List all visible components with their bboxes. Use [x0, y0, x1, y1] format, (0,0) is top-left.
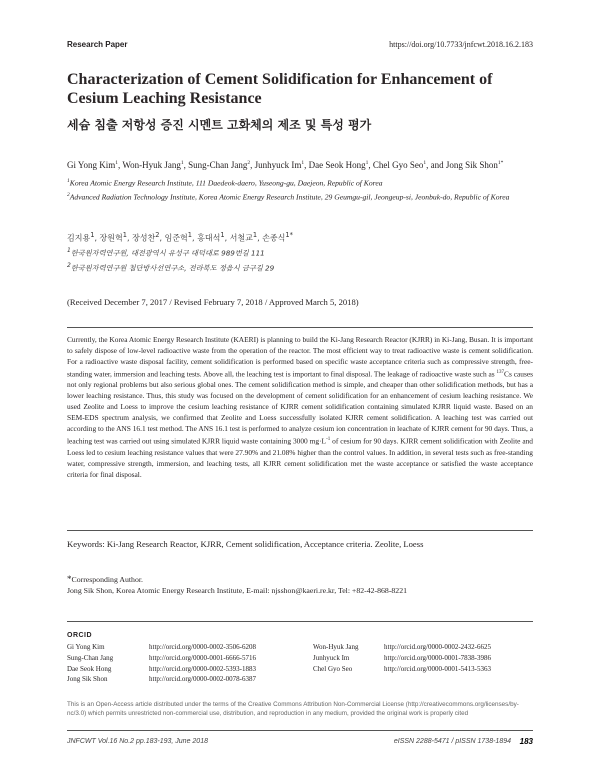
corresponding-label: Corresponding Author.: [71, 575, 143, 584]
author-affiliation-mark: 1: [115, 160, 119, 166]
running-header: [67, 40, 533, 52]
author-name: Dae Seok Hong: [308, 160, 366, 170]
orcid-author-name: Won-Hyuk Jang: [313, 643, 359, 651]
author-affiliation-mark: 1: [90, 231, 95, 239]
author-separator: ,: [368, 160, 373, 170]
author-affiliation-mark: 1: [301, 160, 305, 166]
author-list: [67, 160, 547, 170]
affiliation-korean-2: $^2$한국원자력연구원 첨단방사선연구소, 전라북도 정읍시 금구길 29: [67, 262, 275, 273]
orcid-row: [67, 665, 533, 676]
issn: eISSN 2288-5471 / pISSN 1738-1894: [393, 738, 511, 745]
author-affiliation-mark: 1: [180, 160, 184, 166]
orcid-row: [67, 654, 533, 665]
page-footer: [67, 738, 533, 750]
orcid-table: [67, 643, 533, 686]
author-name: 손종식: [262, 233, 286, 243]
orcid-link[interactable]: http://orcid.org/0000-0002-2432-6625: [384, 643, 491, 651]
author-separator: ,: [94, 233, 100, 243]
author-affiliation-mark: 1: [423, 160, 427, 166]
author-list-korean: [67, 231, 537, 244]
author-separator: ,: [159, 233, 165, 243]
keywords: Keywords: Ki-Jang Research Reactor, KJRR, Cement solidification, Acceptance criteria. Zeolite, Loess: [67, 539, 424, 549]
corresponding-author: [67, 574, 533, 596]
author-separator: ,: [250, 160, 255, 170]
author-name: Chel Gyo Seo: [372, 160, 424, 170]
author-separator: ,: [118, 160, 123, 170]
author-affiliation-mark: 1: [122, 231, 127, 239]
orcid-link[interactable]: http://orcid.org/0000-0001-5413-5363: [384, 664, 491, 673]
paper-title: Characterization of Cement Solidification for Enhancement of Cesium Leaching Resistance: [67, 71, 493, 107]
orcid-author-name: Sung-Chan Jang: [67, 653, 114, 662]
orcid-rule: [67, 621, 533, 622]
author-name: 서철교: [229, 233, 253, 243]
author-name: Sung-Chan Jang: [188, 160, 248, 170]
orcid-link[interactable]: http://orcid.org/0000-0001-7838-3986: [384, 653, 491, 662]
author-name: 홍대석: [197, 233, 221, 243]
abstract-top-rule: [67, 327, 533, 328]
author-affiliation-mark: 1: [187, 231, 193, 239]
orcid-author-name: Junhyuck Im: [313, 653, 350, 662]
author-affiliation-mark: 2: [247, 160, 251, 166]
author-affiliation-mark: 1: [252, 231, 258, 239]
author-name: 장원혁: [99, 233, 123, 243]
author-separator: ,: [183, 160, 189, 170]
author-name: 임준혁: [164, 233, 188, 243]
author-affiliation-mark: 1*: [285, 231, 293, 239]
orcid-link[interactable]: http://orcid.org/0000-0002-5393-1883: [149, 664, 256, 673]
affiliation-2: $^2$Advanced Radiation Technology Institute, Korea Atomic Energy Research Institute, 29 Geumgu-gil, Jeongeup-si, Jeonbuk-do, Republic of Korea: [67, 192, 510, 202]
orcid-author-name: Chel Gyo Seo: [313, 664, 353, 673]
journal-citation: JNFCWT Vol.16 No.2 pp.183-193, June 2018: [67, 738, 208, 745]
author-affiliation-mark: 1*: [497, 160, 504, 166]
orcid-row: [67, 675, 533, 686]
author-separator: ,: [192, 233, 198, 243]
author-name: 김지용: [67, 233, 91, 243]
orcid-author-name: Gi Yong Kim: [67, 643, 105, 651]
author-separator: , and: [426, 160, 446, 170]
corresponding-contact: Jong Sik Shon, Korea Atomic Energy Research Institute, E-mail: njsshon@kaeri.re.kr, Tel: +82-42-868-8221: [67, 586, 408, 595]
author-name: Junhyuck Im: [254, 160, 302, 170]
received-dates: (Received December 7, 2017 / Revised February 7, 2018 / Approved March 5, 2018): [67, 297, 359, 307]
author-name: Gi Yong Kim: [67, 160, 116, 170]
paper-title-korean: 세슘 침출 저항성 증진 시멘트 고화체의 제조 및 특성 평가: [67, 118, 372, 132]
abstract-bottom-rule: [67, 530, 533, 531]
orcid-link[interactable]: http://orcid.org/0000-0001-6666-5716: [149, 653, 256, 662]
asterisk-mark: *: [67, 574, 72, 584]
affiliation-korean-1: $^1$한국원자력연구원, 대전광역시 유성구 대덕대로 989번길 111: [67, 247, 265, 258]
orcid-link[interactable]: http://orcid.org/0000-0002-0078-6387: [149, 675, 256, 684]
author-affiliation-mark: 2: [155, 231, 160, 239]
page-number: 183: [519, 737, 533, 746]
abstract: Currently, the Korea Atomic Energy Research Institute (KAERI) is planning to build the Ki-Jang Research Reactor (KJRR) in Ki-Jang, Busan. It is important to safely dispose of low-level radioactive waste from the operation of the reactor. The most efficient way to treat radioactive waste is cement solidification. For a radioactive waste disposal facility, cement solidification is performed based on specific waste acceptance criteria such as compressive strength, free-standing water, immersion and leaching tests. Above all, the leaching test is important to final disposal. The leakage of radioactive waste such as $^{137}$Cs causes not only regional problems but also serious global ones. The cement solidification method is simple, and cheaper than other solidification methods, but has a lower leaching resistance. Thus, this study was focused on the development of cement solidification for an enhancement of cesium leaching resistance. We used Zeolite and Loess to improve the cesium leaching resistance of KJRR cement solidification containing simulated KJRR liquid waste. Based on an SEM-EDS spectrum analysis, we confirmed that Zeolite and Loess successfully isolated KJRR cement solidification. A leaching test was carried out according to the ANS 16.1 test method. The ANS 16.1 test is performed to analyze cesium ion concentration in leachate of KJRR cement for 90 days. Thus, a leaching test was carried out using simulated KJRR liquid waste containing 3000 $mg\cdot L^{-1}$ of cesium for 90 days. KJRR cement solidification with Zeolite and Loess led to cesium leaching resistance values that were 27.90% and 21.08% higher than the control values. In addition, in several tests such as free-standing water, compressive strength, immersion, and leaching tests, all KJRR cement solidification met the waste acceptance or satisfied the waste acceptance criteria for final disposal.: [67, 335, 534, 479]
doi-link[interactable]: https://doi.org/10.7733/jnfcwt.2018.16.2.183: [389, 40, 533, 49]
orcid-author-name: Dae Seok Hong: [67, 664, 112, 673]
author-affiliation-mark: 1: [365, 160, 369, 166]
author-name: Jong Sik Shon: [445, 160, 498, 170]
author-name: 장성찬: [132, 233, 156, 243]
orcid-row: [67, 643, 533, 654]
footer-rule: [67, 730, 533, 731]
author-affiliation-mark: 1: [220, 231, 225, 239]
orcid-link[interactable]: http://orcid.org/0000-0002-3506-6208: [149, 643, 256, 651]
license-notice: This is an Open-Access article distributed under the terms of the Creative Commons Attribution Non-Commercial License (http://creativecommons.org/licenses/by-nc/3.0) which permits unrestricted non-commercial use, distribution, and reproduction in any medium, provided the original work is properly cited: [67, 701, 519, 717]
author-separator: ,: [224, 233, 230, 243]
orcid-heading: ORCID: [67, 632, 93, 639]
article-type-label: Research Paper: [67, 40, 128, 49]
author-separator: ,: [126, 233, 133, 243]
author-name: Won-Hyuk Jang: [122, 160, 181, 170]
author-separator: ,: [304, 160, 309, 170]
affiliation-1: $^1$Korea Atomic Energy Research Institute, 111 Daedeok-daero, Yuseong-gu, Daejeon, Republic of Korea: [67, 178, 383, 188]
orcid-author-name: Jong Sik Shon: [67, 675, 108, 684]
author-separator: ,: [257, 233, 263, 243]
